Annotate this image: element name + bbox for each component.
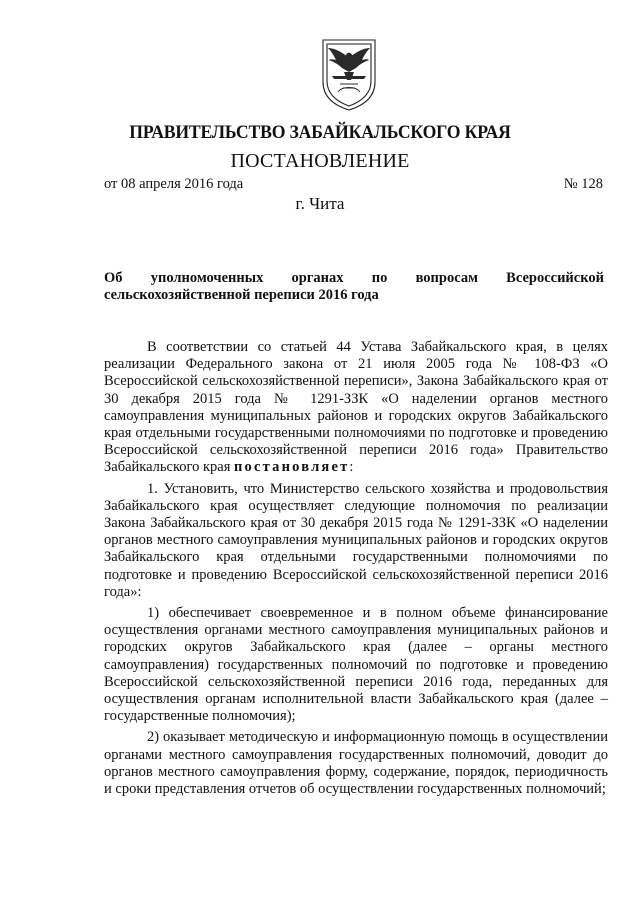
document-type: ПОСТАНОВЛЕНИЕ xyxy=(230,150,410,172)
government-title: ПРАВИТЕЛЬСТВО ЗАБАЙКАЛЬСКОГО КРАЯ xyxy=(129,122,511,143)
preamble-text: В соответствии со статьей 44 Устава Забайкальского края, в целях реализации Федерального закона от 21 июля 2005 года № 108-ФЗ «О Всероссийской сельскохозяйственной переписи», Закона Забайкальского края от 30 декабря 2015 года № 1291-ЗЗК «О наделении органов местного самоуправления муниципальных районов и городских округов Забайкальского края отдельными государственными полномочиями по подготовке и проведению Всероссийской сельскохозяйственной переписи 2016 года» Правительство Забайкальского края xyxy=(104,339,608,476)
document-city: г. Чита xyxy=(295,194,345,213)
decree-word: постановляет xyxy=(234,459,350,476)
document-number: № 128 xyxy=(563,176,603,192)
subject-line-1: Об уполномоченных органах по вопросам Всероссийской xyxy=(104,270,604,286)
document-subject xyxy=(104,270,604,304)
preamble-paragraph xyxy=(104,339,608,477)
subitem-2-paragraph: 2) оказывает методическую и информационную помощь в осуществлении органами местного самоуправления государственных полномочий, доводит до органов местного самоуправления форму, содержание, порядок, периодичность и сроки представления отчетов об осуществлении государственных полномочий; xyxy=(104,729,608,798)
document-date: от 08 апреля 2016 года xyxy=(104,176,244,192)
item-1-paragraph: 1. Установить, что Министерство сельского хозяйства и продовольствия Забайкальского края осуществляет следующие полномочия по реализации Закона Забайкальского края от 30 декабря 2015 года № 1291-ЗЗК «О наделении органов местного самоуправления муниципальных районов и городских округов Забайкальского края отдельными государственными полномочиями по подготовке и проведению Всероссийской сельскохозяйственной переписи 2016 года»: xyxy=(104,480,608,600)
document-body xyxy=(104,339,608,802)
subitem-1-paragraph: 1) обеспечивает своевременное и в полном объеме финансирование осуществления органами местного самоуправления муниципальных районов и городских округов Забайкальского края (далее – органы местного самоуправления) государственных полномочий по подготовке и проведению Всероссийской сельскохозяйственной переписи 2016 года, переданных для осуществления органам исполнительной власти Забайкальского края (далее – государственные полномочия); xyxy=(104,605,608,725)
subject-line-2: сельскохозяйственной переписи 2016 года xyxy=(104,287,379,303)
coat-of-arms-emblem xyxy=(318,36,380,112)
decree-colon: : xyxy=(349,459,354,476)
